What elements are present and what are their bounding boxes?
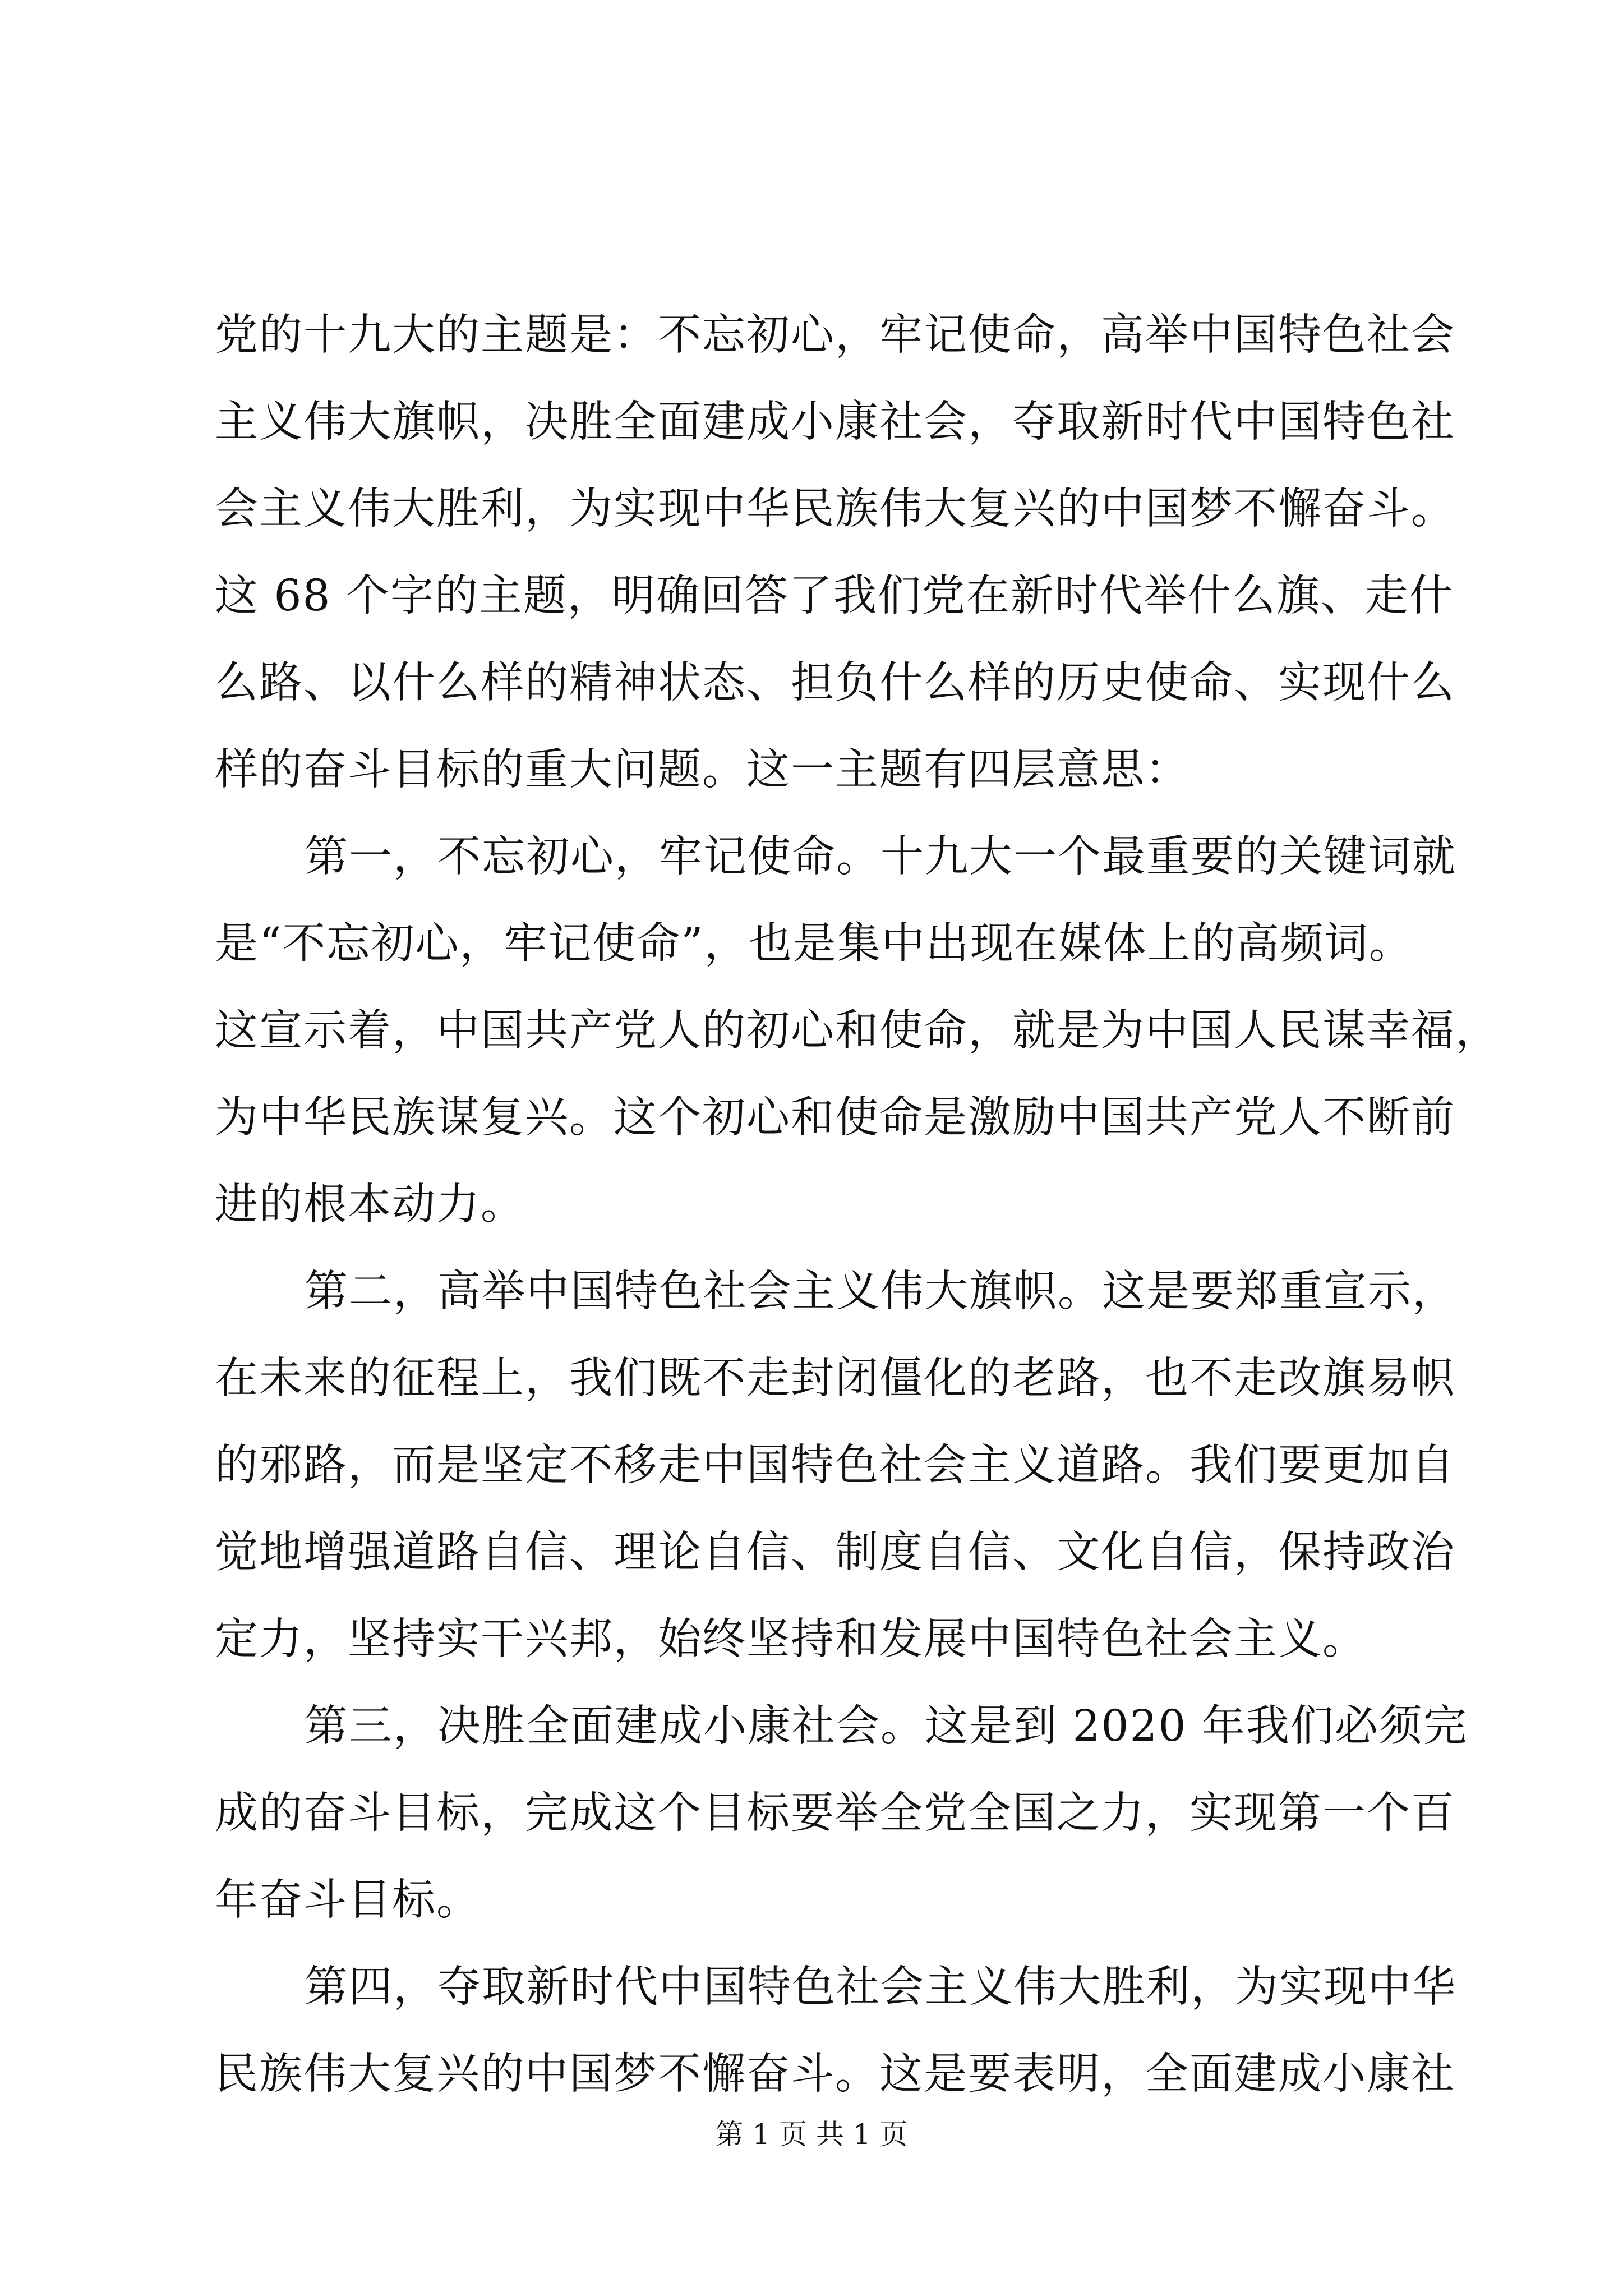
paragraph-intro-line-4: 这 68 个字的主题，明确回答了我们党在新时代举什么旗、走什 — [215, 571, 1454, 621]
paragraph-first-line-1: 第一，不忘初心，牢记使命。十九大一个最重要的关键词就 — [305, 832, 1456, 882]
paragraph-third-line-3: 年奋斗目标。 — [215, 1875, 481, 1925]
paragraph-intro-line-1: 党的十九大的主题是：不忘初心，牢记使命，高举中国特色社会 — [215, 310, 1455, 360]
paragraph-second-line-1: 第二，高举中国特色社会主义伟大旗帜。这是要郑重宣示， — [305, 1267, 1456, 1317]
page-footer: 第 1 页 共 1 页 — [715, 2118, 908, 2151]
paragraph-first-line-5: 进的根本动力。 — [215, 1180, 525, 1230]
paragraph-second-line-4: 觉地增强道路自信、理论自信、制度自信、文化自信，保持政治 — [215, 1527, 1455, 1577]
paragraph-first-line-3: 这宣示着，中国共产党人的初心和使命，就是为中国人民谋幸福， — [215, 1006, 1500, 1056]
paragraph-third-line-2: 成的奋斗目标，完成这个目标要举全党全国之力，实现第一个百 — [215, 1788, 1455, 1838]
paragraph-second-line-5: 定力，坚持实干兴邦，始终坚持和发展中国特色社会主义。 — [215, 1614, 1367, 1664]
paragraph-first-line-2: 是“不忘初心，牢记使命”，也是集中出现在媒体上的高频词。 — [215, 919, 1413, 969]
paragraph-first-line-4: 为中华民族谋复兴。这个初心和使命是激励中国共产党人不断前 — [215, 1093, 1455, 1143]
paragraph-fourth-line-1: 第四，夺取新时代中国特色社会主义伟大胜利，为实现中华 — [305, 1962, 1456, 2012]
document-body — [215, 292, 1500, 2118]
paragraph-intro-line-2: 主义伟大旗帜，决胜全面建成小康社会，夺取新时代中国特色社 — [215, 397, 1455, 447]
paragraph-intro-line-6: 样的奋斗目标的重大问题。这一主题有四层意思： — [215, 745, 1189, 795]
paragraph-third-line-1: 第三，决胜全面建成小康社会。这是到 2020 年我们必须完 — [305, 1701, 1468, 1751]
paragraph-intro-line-3: 会主义伟大胜利，为实现中华民族伟大复兴的中国梦不懈奋斗。 — [215, 484, 1455, 534]
paragraph-intro-line-5: 么路、以什么样的精神状态、担负什么样的历史使命、实现什么 — [215, 658, 1455, 708]
paragraph-second-line-2: 在未来的征程上，我们既不走封闭僵化的老路，也不走改旗易帜 — [215, 1354, 1455, 1404]
paragraph-second-line-3: 的邪路，而是坚定不移走中国特色社会主义道路。我们要更加自 — [215, 1441, 1455, 1490]
paragraph-fourth-line-2: 民族伟大复兴的中国梦不懈奋斗。这是要表明，全面建成小康社 — [215, 2049, 1455, 2099]
